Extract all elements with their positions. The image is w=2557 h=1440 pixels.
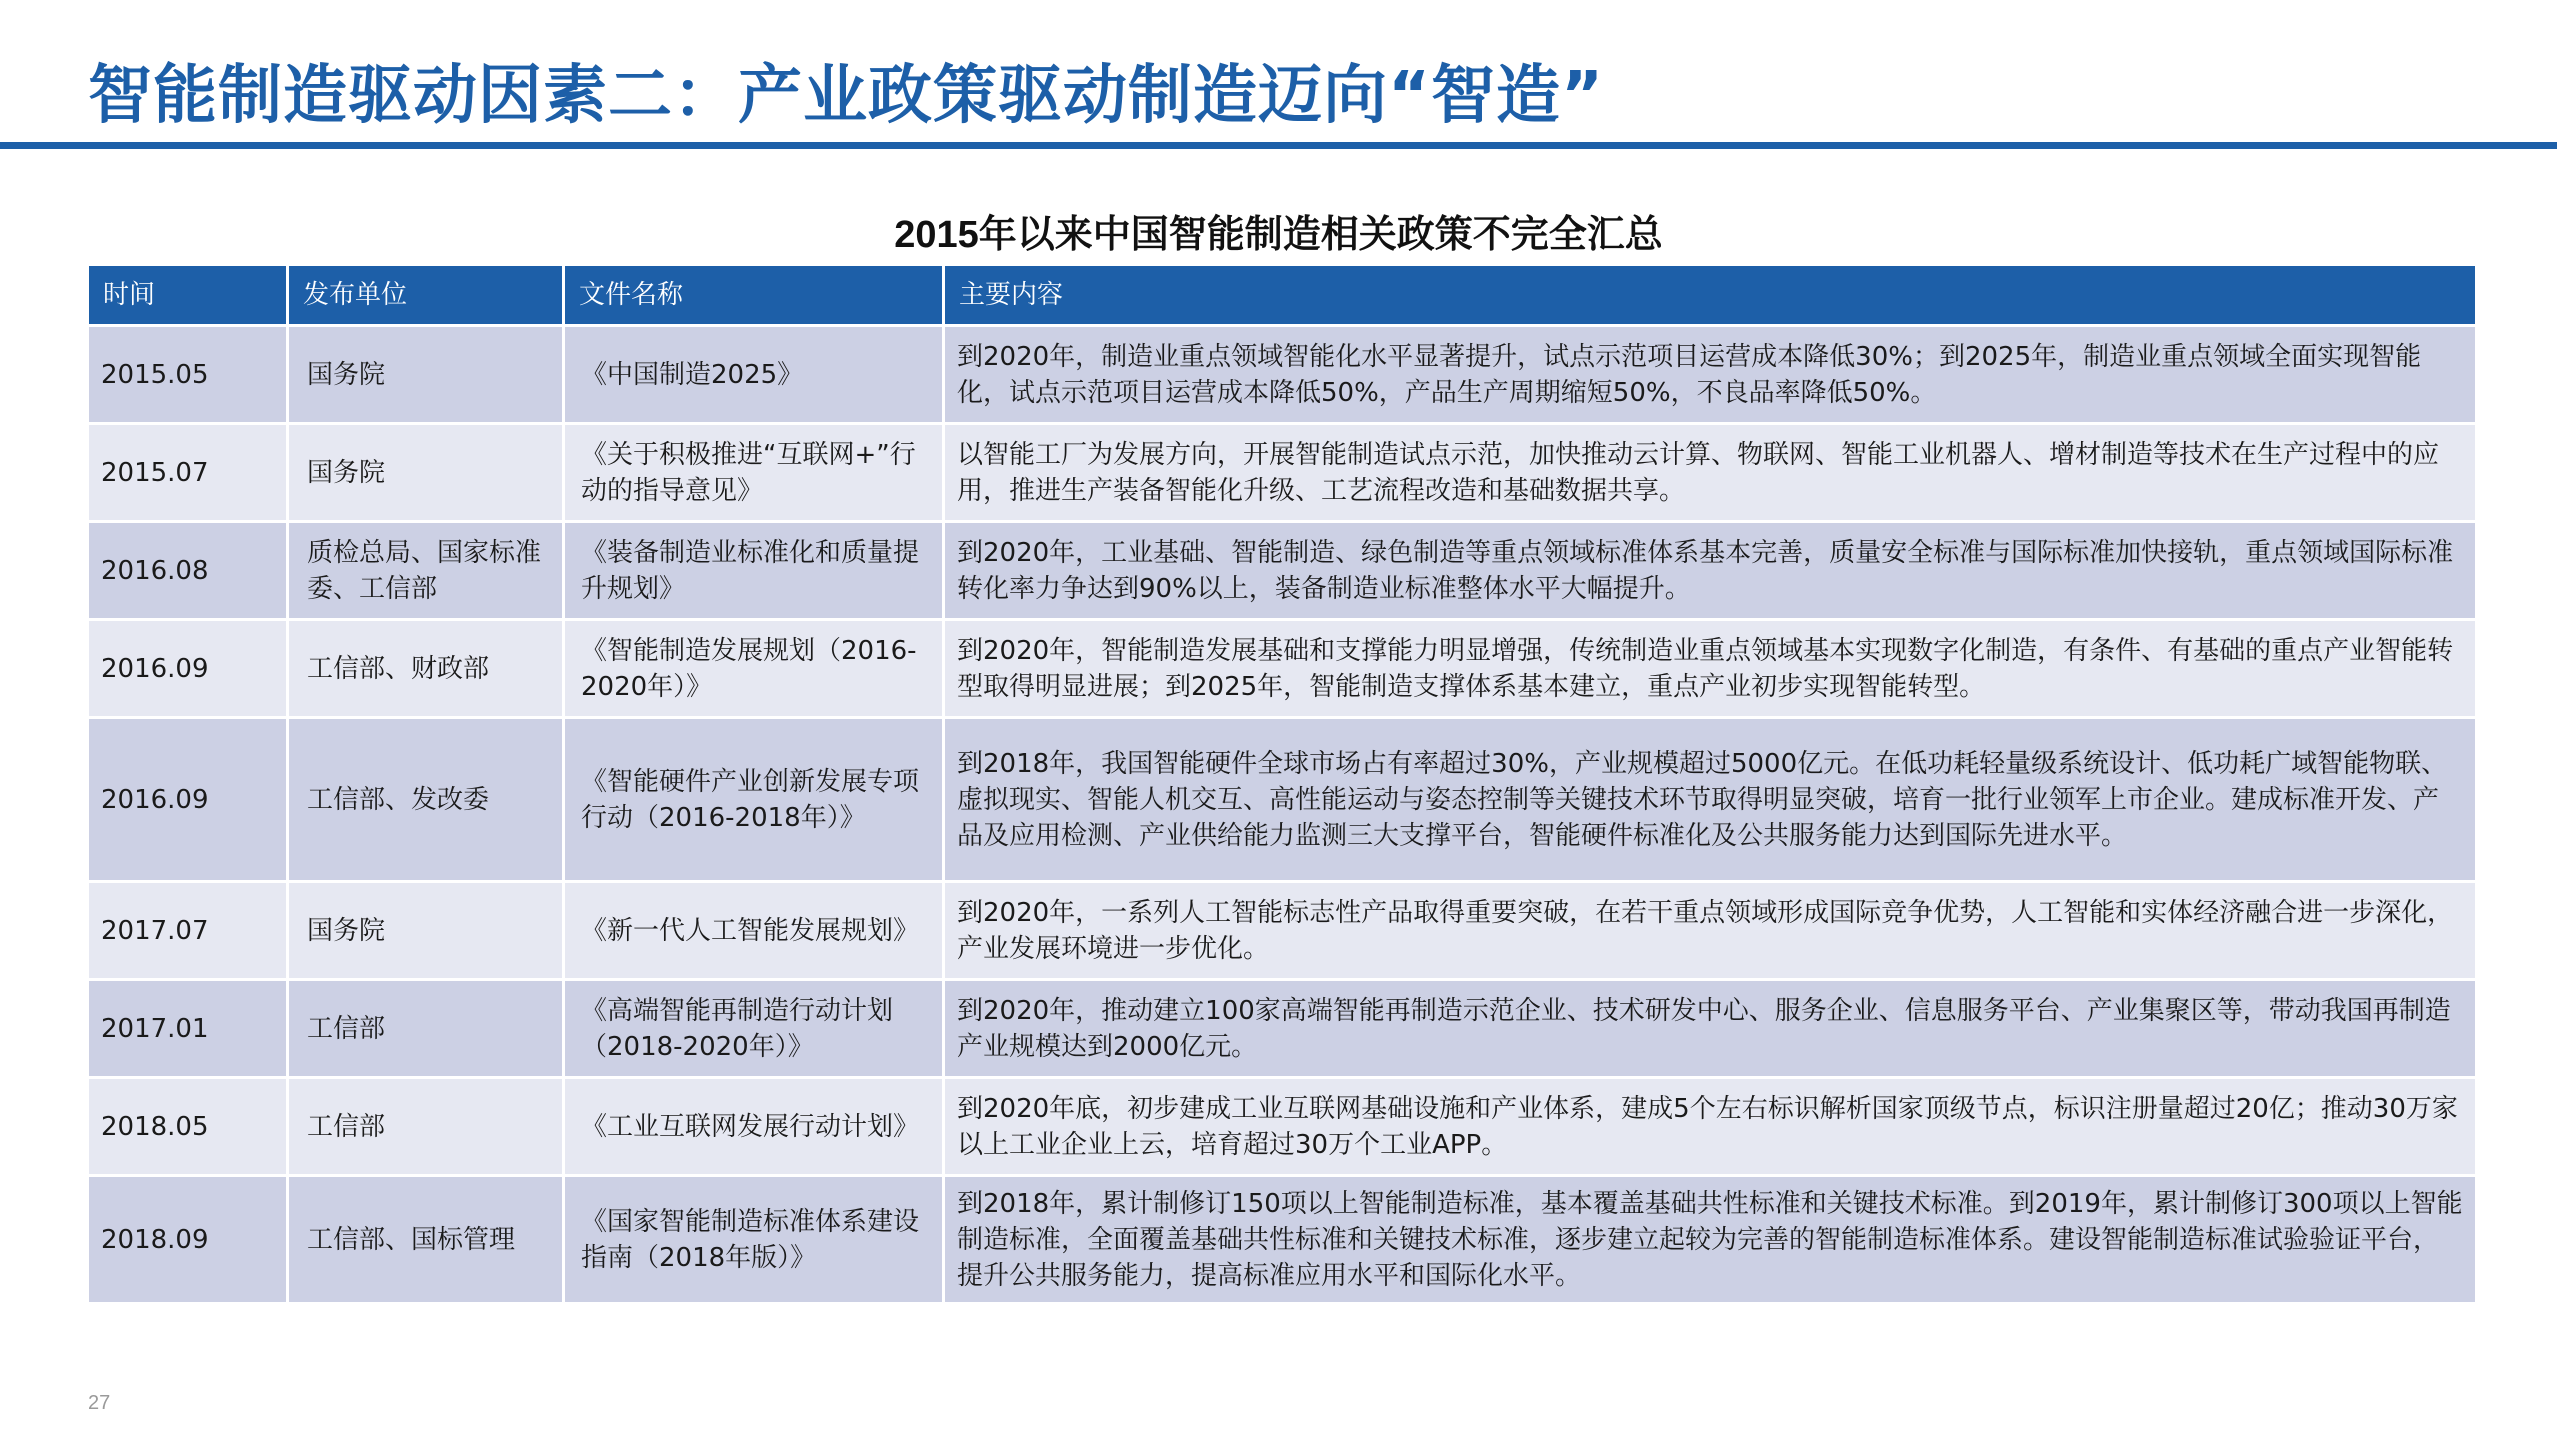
cell-doc: 《装备制造业标准化和质量提升规划》 [564,522,944,620]
header-doc: 文件名称 [564,265,944,326]
cell-doc: 《关于积极推进“互联网+”行动的指导意见》 [564,424,944,522]
table-title: 2015年以来中国智能制造相关政策不完全汇总 [894,214,1663,256]
table-row [88,620,2477,718]
cell-unit: 质检总局、国家标准委、工信部 [288,522,564,620]
table-header-row [88,265,2477,326]
cell-content: 到2020年，一系列人工智能标志性产品取得重要突破，在若干重点领域形成国际竞争优势，人工智能和实体经济融合进一步深化，产业发展环境进一步优化。 [944,882,2477,980]
cell-time: 2017.07 [88,882,288,980]
cell-content: 到2020年，智能制造发展基础和支撑能力明显增强，传统制造业重点领域基本实现数字化制造，有条件、有基础的重点产业智能转型取得明显进展；到2025年，智能制造支撑体系基本建立，重点产业初步实现智能转型。 [944,620,2477,718]
page-title: 智能制造驱动因素二：产业政策驱动制造迈向“智造” [88,59,1605,133]
header-content: 主要内容 [944,265,2477,326]
cell-unit: 工信部、发改委 [288,718,564,882]
cell-doc: 《新一代人工智能发展规划》 [564,882,944,980]
table-row [88,980,2477,1078]
cell-content: 以智能工厂为发展方向，开展智能制造试点示范，加快推动云计算、物联网、智能工业机器人、增材制造等技术在生产过程中的应用，推进生产装备智能化升级、工艺流程改造和基础数据共享。 [944,424,2477,522]
cell-time: 2018.09 [88,1176,288,1304]
cell-unit: 工信部 [288,1078,564,1176]
policy-table [86,263,2478,1305]
table-row [88,522,2477,620]
cell-content: 到2020年，推动建立100家高端智能再制造示范企业、技术研发中心、服务企业、信息服务平台、产业集聚区等，带动我国再制造产业规模达到2000亿元。 [944,980,2477,1078]
cell-unit: 国务院 [288,882,564,980]
header-time: 时间 [88,265,288,326]
cell-doc: 《工业互联网发展行动计划》 [564,1078,944,1176]
cell-time: 2016.09 [88,620,288,718]
cell-unit: 国务院 [288,326,564,424]
cell-content: 到2020年，制造业重点领域智能化水平显著提升，试点示范项目运营成本降低30%；到2025年，制造业重点领域全面实现智能化，试点示范项目运营成本降低50%，产品生产周期缩短50%，不良品率降低50%。 [944,326,2477,424]
cell-doc: 《国家智能制造标准体系建设指南（2018年版）》 [564,1176,944,1304]
cell-content: 到2020年底，初步建成工业互联网基础设施和产业体系，建成5个左右标识解析国家顶级节点，标识注册量超过20亿；推动30万家以上工业企业上云，培育超过30万个工业APP。 [944,1078,2477,1176]
cell-unit: 工信部 [288,980,564,1078]
cell-time: 2015.07 [88,424,288,522]
cell-time: 2018.05 [88,1078,288,1176]
cell-doc: 《中国制造2025》 [564,326,944,424]
table-row [88,424,2477,522]
table-row [88,1078,2477,1176]
table-row [88,326,2477,424]
cell-time: 2016.08 [88,522,288,620]
cell-time: 2016.09 [88,718,288,882]
table-row [88,1176,2477,1304]
cell-content: 到2018年，我国智能硬件全球市场占有率超过30%，产业规模超过5000亿元。在低功耗轻量级系统设计、低功耗广域智能物联、虚拟现实、智能人机交互、高性能运动与姿态控制等关键技术环节取得明显突破，培育一批行业领军上市企业。建成标准开发、产品及应用检测、产业供给能力监测三大支撑平台，智能硬件标准化及公共服务能力达到国际先进水平。 [944,718,2477,882]
cell-content: 到2020年，工业基础、智能制造、绿色制造等重点领域标准体系基本完善，质量安全标准与国际标准加快接轨，重点领域国际标准转化率力争达到90%以上，装备制造业标准整体水平大幅提升。 [944,522,2477,620]
cell-unit: 工信部、财政部 [288,620,564,718]
cell-time: 2015.05 [88,326,288,424]
cell-unit: 工信部、国标管理 [288,1176,564,1304]
title-divider [0,142,2557,149]
cell-doc: 《高端智能再制造行动计划（2018-2020年）》 [564,980,944,1078]
cell-unit: 国务院 [288,424,564,522]
table-row [88,882,2477,980]
cell-doc: 《智能制造发展规划（2016-2020年）》 [564,620,944,718]
table-row [88,718,2477,882]
header-unit: 发布单位 [288,265,564,326]
cell-content: 到2018年，累计制修订150项以上智能制造标准，基本覆盖基础共性标准和关键技术标准。到2019年，累计制修订300项以上智能制造标准，全面覆盖基础共性标准和关键技术标准，逐步建立起较为完善的智能制造标准体系。建设智能制造标准试验验证平台，提升公共服务能力，提高标准应用水平和国际化水平。 [944,1176,2477,1304]
cell-doc: 《智能硬件产业创新发展专项行动（2016-2018年）》 [564,718,944,882]
cell-time: 2017.01 [88,980,288,1078]
page-number: 27 [88,1392,111,1414]
